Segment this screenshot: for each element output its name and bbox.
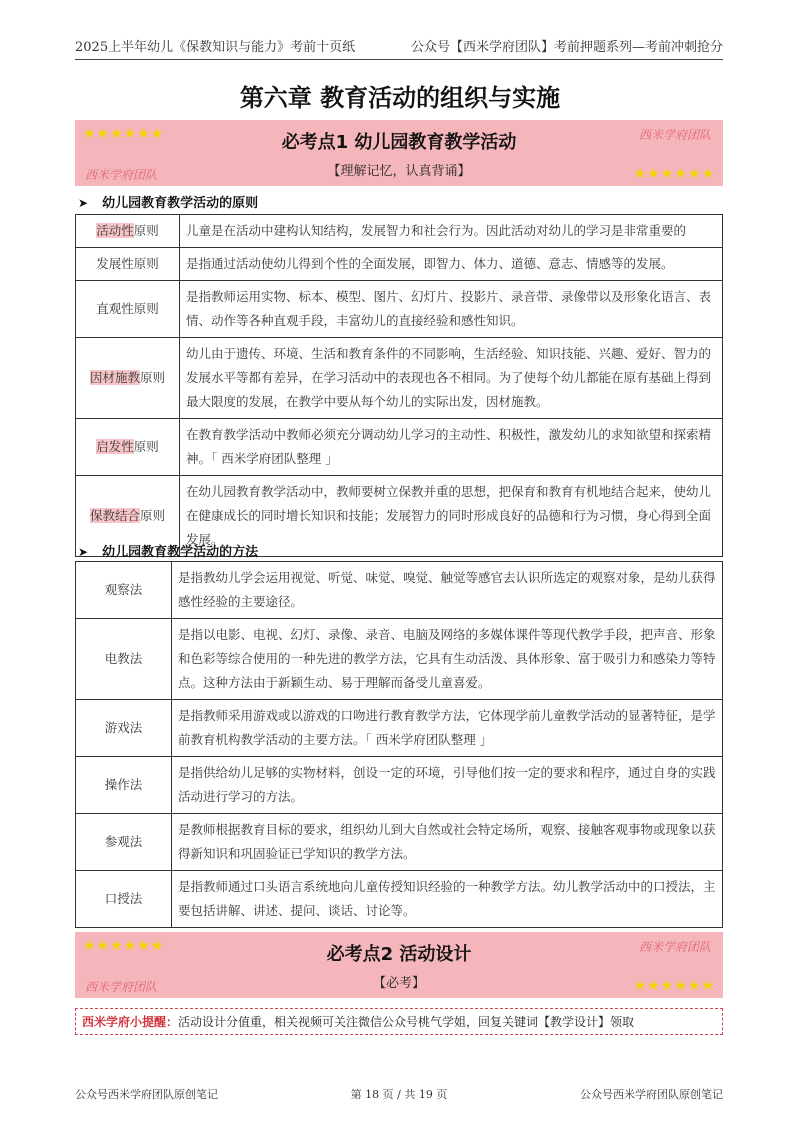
header-right: 公众号【西米学府团队】考前押题系列—考前冲刺抢分 <box>410 40 723 55</box>
table-row <box>76 619 723 700</box>
method-description: 是指教师采用游戏或以游戏的口吻进行教育教学方法，它体现学前儿童教学活动的显著特征，是学前教育机构教学活动的主要方法。「 西米学府团队整理 」 <box>172 700 723 757</box>
banner-watermark: 西米学府团队 <box>85 980 158 994</box>
banner-watermark: 西米学府团队 <box>85 168 158 182</box>
page-number: 第 18 页 / 共 19 页 <box>350 1088 448 1101</box>
footer-left: 公众号西米学府团队原创笔记 <box>75 1088 218 1101</box>
method-description: 是指教幼儿学会运用视觉、听觉、味觉、嗅觉、触觉等感官去认识所选定的观察对象，是幼儿获得感性经验的主要途径。 <box>172 562 723 619</box>
principle-name <box>76 281 180 338</box>
method-description: 是指供给幼儿足够的实物材料，创设一定的环境，引导他们按一定的要求和程序，通过自身的实践活动进行学习的方法。 <box>172 757 723 814</box>
stars-icon: ★★★★★★ <box>633 978 715 994</box>
table-row <box>76 419 723 476</box>
table-row <box>76 248 723 281</box>
header-left: 2025上半年幼儿《保教知识与能力》考前十页纸 <box>75 40 356 55</box>
highlighted-term: 启发性 <box>96 439 134 454</box>
method-description: 是指教师通过口头语言系统地向儿童传授知识经验的一种教学方法。幼儿教学活动中的口授法，主要包括讲解、讲述、提问、谈话、讨论等。 <box>172 871 723 928</box>
table-row <box>76 338 723 419</box>
reminder-text: 活动设计分值重，相关视频可关注微信公众号桃气学姐，回复关键词【教学设计】领取 <box>178 1015 635 1029</box>
principle-name <box>76 215 180 248</box>
method-description: 是教师根据教育目标的要求，组织幼儿到大自然或社会特定场所，观察、接触客观事物或现象以获得新知识和巩固验证已学知识的教学方法。 <box>172 814 723 871</box>
section-heading-text: 幼儿园教育教学活动的方法 <box>102 545 259 560</box>
principle-suffix: 直观性原则 <box>96 301 159 316</box>
method-name: 参观法 <box>76 814 172 871</box>
table-row <box>76 814 723 871</box>
table-row <box>76 757 723 814</box>
chapter-title: 第六章 教育活动的组织与实施 <box>239 84 561 112</box>
footer-right: 公众号西米学府团队原创笔记 <box>580 1088 723 1101</box>
principle-description: 是指通过活动使幼儿得到个性的全面发展，即智力、体力、道德、意志、情感等的发展。 <box>180 248 723 281</box>
section-heading-principles <box>78 192 258 211</box>
principle-name <box>76 419 180 476</box>
table-row <box>76 700 723 757</box>
methods-table <box>75 561 723 928</box>
highlighted-term: 保教结合 <box>89 508 140 523</box>
banner-key-point-2 <box>75 932 723 998</box>
principles-table <box>75 214 723 557</box>
table-row <box>76 562 723 619</box>
page-footer <box>75 1086 723 1102</box>
principle-suffix: 原则 <box>133 223 159 238</box>
table-row <box>76 871 723 928</box>
principle-suffix: 发展性原则 <box>96 256 159 271</box>
principle-description: 在幼儿园教育教学活动中，教师要树立保教并重的思想，把保育和教育有机地结合起来，使幼儿在健康成长的同时增长知识和技能；发展智力的同时形成良好的品德和行为习惯，身心得到全面发展。 <box>180 476 723 557</box>
principle-description: 在教育教学活动中教师必须充分调动幼儿学习的主动性、积极性，激发幼儿的求知欲望和探索精神。「 西米学府团队整理 」 <box>180 419 723 476</box>
method-name: 口授法 <box>76 871 172 928</box>
principle-description: 是指教师运用实物、标本、模型、图片、幻灯片、投影片、录音带、录像带以及形象化语言、表情、动作等各种直观手段，丰富幼儿的直接经验和感性知识。 <box>180 281 723 338</box>
reminder-box <box>75 1008 723 1035</box>
method-description: 是指以电影、电视、幻灯、录像、录音、电脑及网络的多媒体课件等现代教学手段，把声音、形象和色彩等综合使用的一种先进的教学方法，它具有生动活泼、具体形象、富于吸引力和感染力等特点。这种方法由于新颖生动、易于理解而备受儿童喜爱。 <box>172 619 723 700</box>
stars-icon: ★★★★★★ <box>633 166 715 182</box>
banner-key-point-1 <box>75 120 723 186</box>
section-heading-text: 幼儿园教育教学活动的原则 <box>102 196 259 211</box>
method-name: 观察法 <box>76 562 172 619</box>
table-row <box>76 281 723 338</box>
method-name: 游戏法 <box>76 700 172 757</box>
stars-icon: ★★★★★★ <box>83 938 165 954</box>
principle-suffix: 原则 <box>140 370 166 385</box>
method-name: 操作法 <box>76 757 172 814</box>
principle-description: 儿童是在活动中建构认知结构，发展智力和社会行为。因此活动对幼儿的学习是非常重要的 <box>180 215 723 248</box>
method-name: 电教法 <box>76 619 172 700</box>
table-row <box>76 215 723 248</box>
principle-suffix: 原则 <box>133 439 159 454</box>
principle-description: 幼儿由于遗传、环境、生活和教育条件的不同影响，生活经验、知识技能、兴趣、爱好、智力的发展水平等都有差异，在学习活动中的表现也各不相同。为了使每个幼儿都能在原有基础上得到最大限度的发展，在教学中要从每个幼儿的实际出发，因材施教。 <box>180 338 723 419</box>
highlighted-term: 活动性 <box>96 223 134 238</box>
banner-watermark: 西米学府团队 <box>638 940 711 954</box>
reminder-label: 西米学府小提醒： <box>82 1015 179 1029</box>
principle-name <box>76 248 180 281</box>
banner-title: 必考点2 活动设计 <box>326 944 472 965</box>
page-header <box>75 36 723 60</box>
banner-subtitle: 【理解记忆，认真背诵】 <box>327 164 471 179</box>
principle-name <box>76 338 180 419</box>
principle-suffix: 原则 <box>140 508 166 523</box>
banner-title: 必考点1 幼儿园教育教学活动 <box>281 132 517 153</box>
arrow-icon: ➤ <box>78 545 89 559</box>
banner-subtitle: 【必考】 <box>372 976 425 991</box>
arrow-icon: ➤ <box>78 196 89 210</box>
banner-watermark: 西米学府团队 <box>638 128 711 142</box>
section-heading-methods <box>78 541 258 560</box>
stars-icon: ★★★★★★ <box>83 126 165 142</box>
highlighted-term: 因材施教 <box>89 370 140 385</box>
